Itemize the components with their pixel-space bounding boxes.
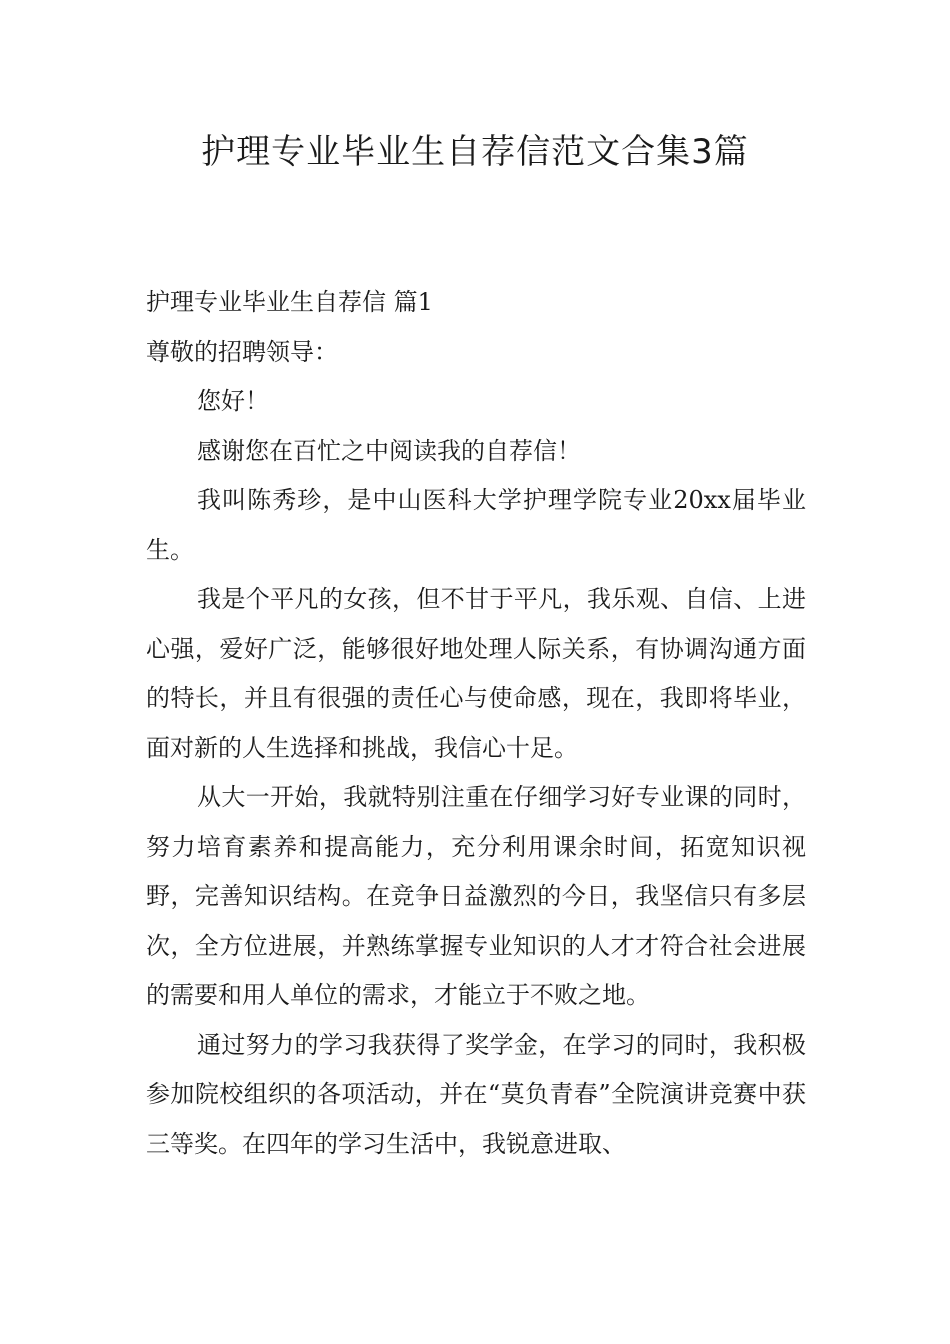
paragraph-greeting: 您好！ — [197, 387, 269, 415]
paragraph-study: 从大一开始，我就特别注重在仔细学习好专业课的同时，努力培育素养和提高能力，充分利用课余时间，拓宽知识视野，完善知识结构。在竞争日益激烈的今日，我坚信只有多层次，全方位进展，并熟练掌握专业知识的人才才符合社会进展的需要和用人单位的需求，才能立于不败之地。 — [146, 783, 806, 1009]
paragraph-introduction: 我叫陈秀珍，是中山医科大学护理学院专业20xx届毕业生。 — [146, 486, 806, 564]
document-body — [146, 278, 806, 1169]
section-heading: 护理专业毕业生自荐信 篇1 — [146, 288, 433, 316]
document-title: 护理专业毕业生自荐信范文合集3篇 — [201, 132, 749, 172]
paragraph-personality: 我是个平凡的女孩，但不甘于平凡，我乐观、自信、上进心强，爱好广泛，能够很好地处理人际关系，有协调沟通方面的特长，并且有很强的责任心与使命感，现在，我即将毕业，面对新的人生选择和挑战，我信心十足。 — [146, 585, 806, 762]
paragraph-achievements: 通过努力的学习我获得了奖学金，在学习的同时，我积极参加院校组织的各项活动，并在“莫负青春”全院演讲竞赛中获三等奖。在四年的学习生活中，我锐意进取、 — [146, 1030, 806, 1158]
paragraph-thanks: 感谢您在百忙之中阅读我的自荐信！ — [197, 436, 581, 465]
salutation: 尊敬的招聘领导： — [146, 337, 338, 366]
